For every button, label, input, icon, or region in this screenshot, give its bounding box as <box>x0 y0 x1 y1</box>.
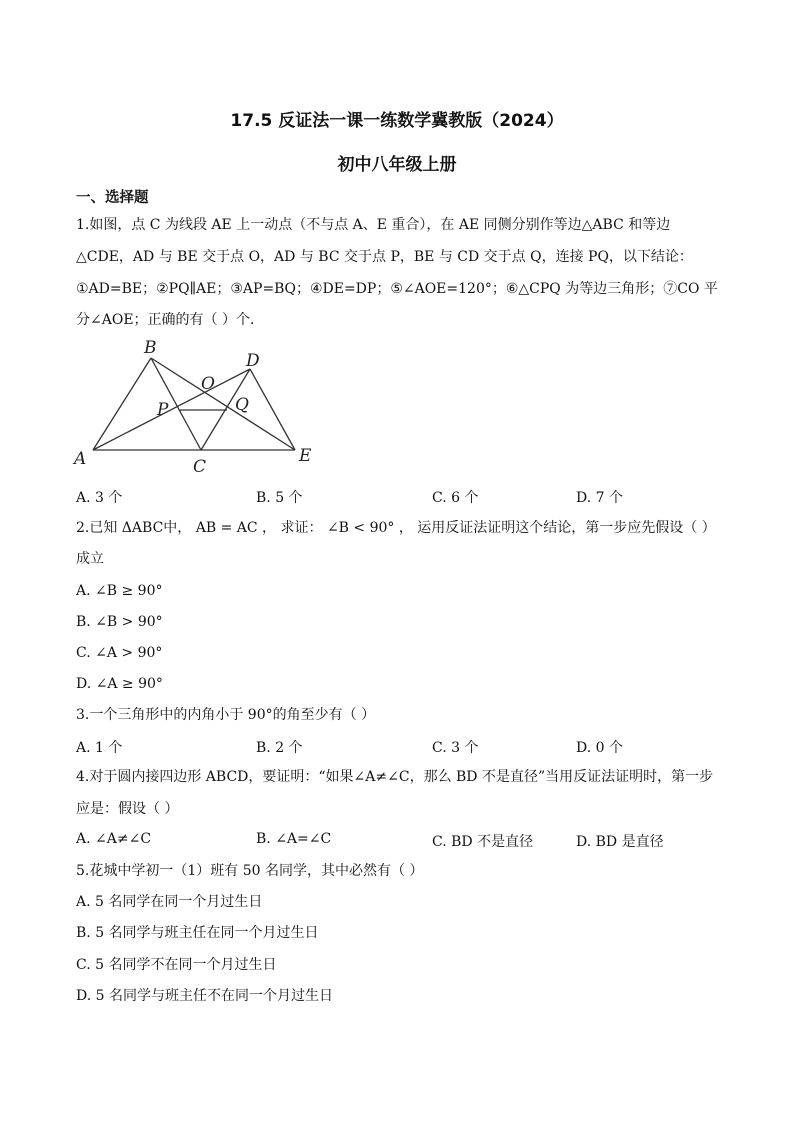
label-q: Q <box>235 395 249 415</box>
option-c[interactable]: C. 6 个 <box>432 490 479 506</box>
geometry-figure <box>72 336 332 478</box>
question-5-option-d[interactable]: D. 5 名同学与班主任不在同一个月过生日 <box>76 988 333 1004</box>
question-2-line-2: 成立 <box>76 551 104 567</box>
label-e: E <box>299 446 312 466</box>
option-a[interactable]: A. 1 个 <box>76 740 123 756</box>
question-2-option-b[interactable]: B. ∠B > 90° <box>76 614 163 630</box>
option-a[interactable]: A. ∠A≠∠C <box>76 831 152 847</box>
question-5-option-c[interactable]: C. 5 名同学不在同一个月过生日 <box>76 957 277 973</box>
question-4-line-1: 4.对于圆内接四边形 ABCD，要证明：“如果∠A≠∠C，那么 BD 不是直径”当用反证法证明时，第一步 <box>76 769 714 785</box>
label-o: O <box>201 374 215 394</box>
question-5-option-b[interactable]: B. 5 名同学与班主任在同一个月过生日 <box>76 925 319 941</box>
option-b[interactable]: B. ∠A=∠C <box>256 831 332 847</box>
question-1-line-1: 1.如图，点 C 为线段 AE 上一动点（不与点 A、E 重合），在 AE 同侧分别作等边△ABC 和等边 <box>76 217 671 233</box>
question-1-line-4: 分∠AOE；正确的有（ ）个． <box>76 312 264 328</box>
option-d[interactable]: D. 7 个 <box>576 490 623 506</box>
question-1-options <box>76 487 726 507</box>
question-2-option-d[interactable]: D. ∠A ≥ 90° <box>76 676 163 692</box>
option-d[interactable]: D. BD 是直径 <box>576 834 664 850</box>
label-b: B <box>144 338 157 358</box>
label-c: C <box>193 457 207 477</box>
section-heading: 一、选择题 <box>76 190 149 206</box>
question-5-option-a[interactable]: A. 5 名同学在同一个月过生日 <box>76 894 263 910</box>
option-b[interactable]: B. 2 个 <box>256 740 303 756</box>
segment-ab <box>93 358 151 450</box>
question-4-options <box>76 831 726 851</box>
label-a: A <box>74 449 87 469</box>
segment-de <box>250 369 295 450</box>
page-title: 17.5 反证法一课一练数学冀教版（2024） <box>230 111 564 131</box>
option-a[interactable]: A. 3 个 <box>76 490 123 506</box>
question-3-options <box>76 737 726 757</box>
question-2-option-c[interactable]: C. ∠A > 90° <box>76 645 163 661</box>
page-subtitle: 初中八年级上册 <box>337 155 457 175</box>
option-c[interactable]: C. BD 不是直径 <box>432 834 534 850</box>
question-3-line-1: 3.一个三角形中的内角小于 90°的角至少有（ ） <box>76 707 376 723</box>
question-1-line-2: △CDE，AD 与 BE 交于点 O，AD 与 BC 交于点 P，BE 与 CD 交于点 Q，连接 PQ，以下结论： <box>76 249 693 265</box>
option-c[interactable]: C. 3 个 <box>432 740 479 756</box>
option-b[interactable]: B. 5 个 <box>256 490 303 506</box>
question-5-line-1: 5.花城中学初一（1）班有 50 名同学，其中必然有（ ） <box>76 863 424 879</box>
segment-be <box>151 358 295 450</box>
question-1-line-3: ①AD=BE；②PQ∥AE；③AP=BQ；④DE=DP；⑤∠AOE=120°；⑥△CPQ 为等边三角形；⑦CO 平 <box>76 281 718 297</box>
question-2-line-1: 2.已知 ΔABC中， AB = AC ， 求证： ∠B < 90° ， 运用反证法证明这个结论，第一步应先假设（ ） <box>76 520 716 536</box>
label-d: D <box>246 351 260 371</box>
option-d[interactable]: D. 0 个 <box>576 740 623 756</box>
label-p: P <box>157 400 169 420</box>
question-4-line-2: 应是：假设（ ） <box>76 801 179 817</box>
question-2-option-a[interactable]: A. ∠B ≥ 90° <box>76 583 163 599</box>
